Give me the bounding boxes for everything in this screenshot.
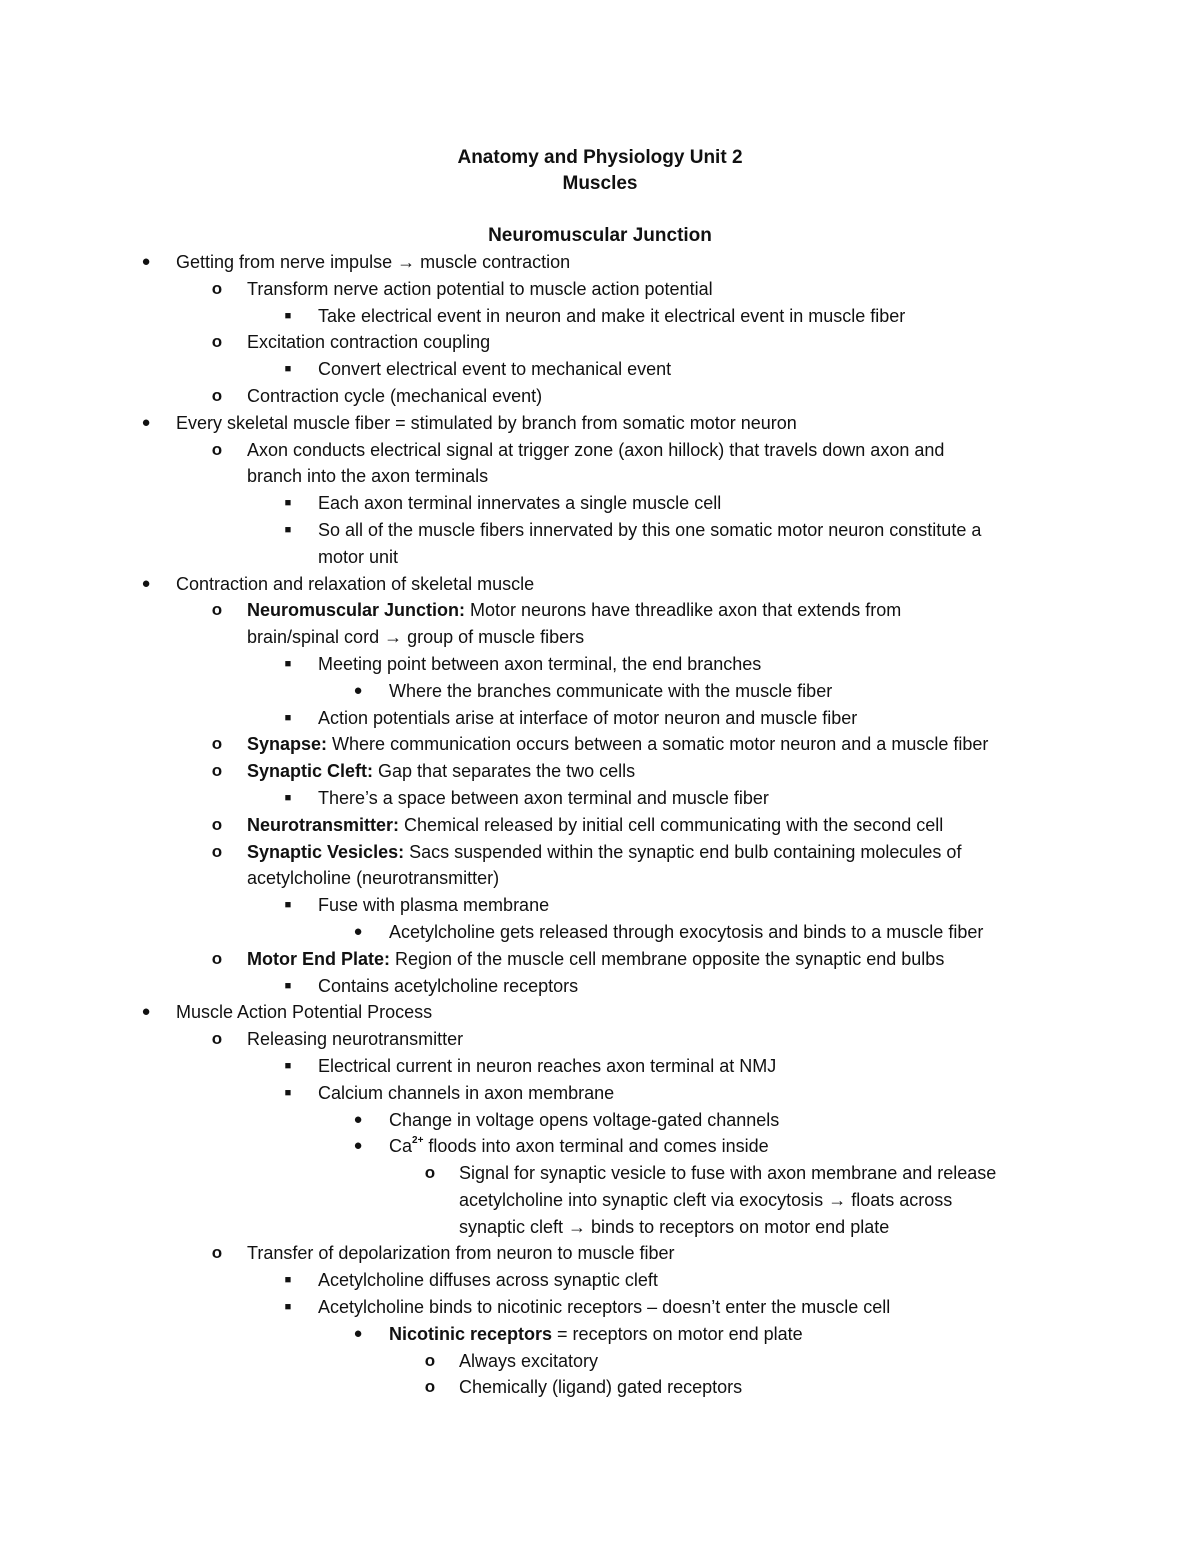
text-run: Where the branches communicate with the muscle fiber bbox=[389, 680, 833, 701]
outline-line bbox=[0, 276, 1200, 303]
outline-line bbox=[0, 624, 1200, 651]
outline-line bbox=[0, 785, 1200, 812]
outline-line bbox=[0, 356, 1200, 383]
outline-line bbox=[0, 812, 1200, 839]
arrow-icon: → bbox=[568, 1216, 587, 1237]
circle-marker-icon: o bbox=[211, 948, 223, 968]
text-run: Sacs suspended within the synaptic end bulb containing molecules of bbox=[404, 841, 962, 862]
text-run: Chemically (ligand) gated receptors bbox=[459, 1377, 743, 1398]
outline-line bbox=[0, 303, 1200, 330]
square-marker-icon: ■ bbox=[284, 1301, 292, 1314]
circle-marker-icon: o bbox=[211, 814, 223, 834]
outline-text bbox=[318, 490, 721, 517]
outline-line bbox=[0, 999, 1200, 1026]
circle-marker-icon: o bbox=[211, 600, 223, 620]
outline-line bbox=[0, 1160, 1200, 1187]
outline-text bbox=[247, 597, 901, 624]
outline-line bbox=[0, 1348, 1200, 1375]
square-marker-icon: ■ bbox=[284, 711, 292, 724]
outline-line bbox=[0, 1294, 1200, 1321]
text-run: acetylcholine (neurotransmitter) bbox=[247, 868, 500, 889]
text-run: Motor neurons have threadlike axon that extends from bbox=[465, 600, 902, 621]
outline-line bbox=[0, 973, 1200, 1000]
text-run: Getting from nerve impulse bbox=[176, 252, 398, 272]
text-run: = receptors on motor end plate bbox=[552, 1323, 803, 1344]
text-run: Region of the muscle cell membrane opposite the synaptic end bulbs bbox=[390, 948, 945, 969]
text-run: Every skeletal muscle fiber = stimulated by branch from somatic motor neuron bbox=[176, 412, 797, 433]
text-run: Always excitatory bbox=[459, 1350, 599, 1371]
circle-marker-icon: o bbox=[211, 385, 223, 405]
document-title: Anatomy and Physiology Unit 2 bbox=[457, 147, 743, 168]
outline-line bbox=[0, 1374, 1200, 1401]
outline-line bbox=[0, 839, 1200, 866]
outline-text bbox=[176, 571, 534, 598]
outline-text bbox=[247, 329, 490, 356]
outline-line bbox=[0, 463, 1200, 490]
outline-text bbox=[247, 624, 584, 651]
outline-line bbox=[0, 892, 1200, 919]
text-run: There’s a space between axon terminal and muscle fiber bbox=[318, 787, 769, 808]
outline-text bbox=[247, 1026, 463, 1053]
section-heading: Neuromuscular Junction bbox=[488, 225, 712, 246]
text-run: synaptic cleft bbox=[459, 1216, 569, 1237]
arrow-icon: → bbox=[397, 252, 416, 272]
outline-line bbox=[0, 329, 1200, 356]
text-run: Transform nerve action potential to muscle action potential bbox=[247, 278, 713, 299]
outline-text bbox=[247, 812, 943, 839]
bold-term: Nicotinic receptors bbox=[389, 1323, 553, 1344]
text-run: Contraction cycle (mechanical event) bbox=[247, 385, 543, 406]
text-run: muscle contraction bbox=[415, 252, 571, 272]
square-marker-icon: ■ bbox=[284, 1274, 292, 1287]
outline-line bbox=[0, 249, 1200, 276]
text-run: Acetylcholine binds to nicotinic receptors – doesn’t enter the muscle cell bbox=[318, 1297, 891, 1318]
text-run: Gap that separates the two cells bbox=[373, 761, 636, 782]
outline-text bbox=[247, 865, 499, 892]
outline-text bbox=[389, 1321, 803, 1348]
circle-marker-icon: o bbox=[424, 1350, 436, 1370]
outline-line bbox=[0, 517, 1200, 544]
text-run: Change in voltage opens voltage-gated channels bbox=[389, 1109, 780, 1130]
square-marker-icon: ■ bbox=[284, 309, 292, 322]
outline-text bbox=[389, 1107, 779, 1134]
outline-line bbox=[0, 651, 1200, 678]
outline-text bbox=[247, 276, 713, 303]
bullet-marker-icon: ● bbox=[353, 1137, 363, 1155]
text-run: Signal for synaptic vesicle to fuse with axon membrane and release bbox=[459, 1163, 997, 1184]
text-run: Transfer of depolarization from neuron to muscle fiber bbox=[247, 1243, 675, 1264]
text-run: Acetylcholine diffuses across synaptic cleft bbox=[318, 1270, 658, 1291]
outline-text bbox=[318, 517, 981, 544]
text-run: So all of the muscle fibers innervated by this one somatic motor neuron constitute a bbox=[318, 519, 982, 540]
outline-text bbox=[247, 839, 961, 866]
outline-text bbox=[247, 383, 542, 410]
outline-text bbox=[247, 1240, 675, 1267]
square-marker-icon: ■ bbox=[284, 363, 292, 376]
circle-marker-icon: o bbox=[211, 332, 223, 352]
outline-text bbox=[176, 999, 432, 1026]
outline-text bbox=[176, 249, 570, 276]
circle-marker-icon: o bbox=[211, 1029, 223, 1049]
text-run: Axon conducts electrical signal at trigger zone (axon hillock) that travels down axon and bbox=[247, 439, 945, 460]
text-run: Contraction and relaxation of skeletal muscle bbox=[176, 573, 535, 594]
text-run: Convert electrical event to mechanical event bbox=[318, 359, 672, 380]
outline-line bbox=[0, 731, 1200, 758]
outline-line bbox=[0, 544, 1200, 571]
outline-text bbox=[318, 1294, 890, 1321]
circle-marker-icon: o bbox=[424, 1163, 436, 1183]
outline-line bbox=[0, 678, 1200, 705]
text-run: branch into the axon terminals bbox=[247, 466, 489, 487]
bullet-marker-icon: ● bbox=[353, 922, 363, 940]
bullet-marker-icon: ● bbox=[353, 1110, 363, 1128]
text-run: 2+ bbox=[412, 1135, 424, 1147]
outline-text bbox=[318, 1053, 776, 1080]
outline-text bbox=[247, 463, 488, 490]
text-run: group of muscle fibers bbox=[402, 627, 585, 648]
square-marker-icon: ■ bbox=[284, 1059, 292, 1072]
square-marker-icon: ■ bbox=[284, 497, 292, 510]
outline-text bbox=[318, 1267, 658, 1294]
text-run: Take electrical event in neuron and make it electrical event in muscle fiber bbox=[318, 305, 906, 326]
bullet-marker-icon: ● bbox=[353, 681, 363, 699]
outline-line bbox=[0, 571, 1200, 598]
outline-text bbox=[318, 705, 857, 732]
text-run: Calcium channels in axon membrane bbox=[318, 1082, 615, 1103]
outline-line bbox=[0, 383, 1200, 410]
outline-text bbox=[318, 651, 761, 678]
text-run: Excitation contraction coupling bbox=[247, 332, 491, 353]
bullet-marker-icon: ● bbox=[141, 413, 151, 431]
outline-text bbox=[318, 1080, 614, 1107]
bold-term: Neurotransmitter: bbox=[247, 814, 400, 835]
outline-line bbox=[0, 1214, 1200, 1241]
outline-line bbox=[0, 1321, 1200, 1348]
square-marker-icon: ■ bbox=[284, 899, 292, 912]
outline-line bbox=[0, 758, 1200, 785]
bold-term: Motor End Plate: bbox=[247, 948, 390, 969]
square-marker-icon: ■ bbox=[284, 979, 292, 992]
circle-marker-icon: o bbox=[211, 841, 223, 861]
outline-text bbox=[459, 1374, 742, 1401]
text-run: Electrical current in neuron reaches axon terminal at NMJ bbox=[318, 1055, 777, 1076]
outline-text bbox=[389, 678, 832, 705]
text-run: floods into axon terminal and comes inside bbox=[423, 1136, 769, 1157]
text-run: brain/spinal cord bbox=[247, 627, 385, 648]
outline-text bbox=[318, 544, 398, 571]
bold-term: Neuromuscular Junction: bbox=[247, 600, 466, 621]
outline-text bbox=[318, 892, 549, 919]
document-subtitle: Muscles bbox=[562, 173, 638, 194]
outline-text bbox=[318, 973, 578, 1000]
outline-line bbox=[0, 490, 1200, 517]
outline-line bbox=[0, 1267, 1200, 1294]
outline-text bbox=[318, 303, 905, 330]
text-run: Contains acetylcholine receptors bbox=[318, 975, 579, 996]
outline-line bbox=[0, 410, 1200, 437]
circle-marker-icon: o bbox=[211, 761, 223, 781]
outline-text bbox=[247, 946, 944, 973]
text-run: Acetylcholine gets released through exocytosis and binds to a muscle fiber bbox=[389, 921, 984, 942]
text-run: binds to receptors on motor end plate bbox=[586, 1216, 890, 1237]
bullet-marker-icon: ● bbox=[353, 1324, 363, 1342]
outline-text bbox=[247, 437, 944, 464]
text-run: Muscle Action Potential Process bbox=[176, 1002, 433, 1023]
circle-marker-icon: o bbox=[211, 278, 223, 298]
outline-text bbox=[176, 410, 797, 437]
square-marker-icon: ■ bbox=[284, 657, 292, 670]
outline-text bbox=[459, 1187, 952, 1214]
outline-text bbox=[318, 356, 671, 383]
outline-text bbox=[459, 1160, 996, 1187]
outline-line bbox=[0, 1133, 1200, 1160]
text-run: floats across bbox=[846, 1189, 953, 1210]
arrow-icon: → bbox=[828, 1189, 847, 1210]
text-run: Meeting point between axon terminal, the end branches bbox=[318, 653, 762, 674]
text-run: Action potentials arise at interface of motor neuron and muscle fiber bbox=[318, 707, 858, 728]
outline-text bbox=[459, 1348, 598, 1375]
outline-text bbox=[247, 731, 988, 758]
text-run: Chemical released by initial cell communicating with the second cell bbox=[399, 814, 944, 835]
arrow-icon: → bbox=[384, 627, 403, 648]
circle-marker-icon: o bbox=[211, 1243, 223, 1263]
outline-list bbox=[0, 249, 1200, 1401]
outline-line bbox=[0, 1187, 1200, 1214]
text-run: Fuse with plasma membrane bbox=[318, 895, 550, 916]
circle-marker-icon: o bbox=[211, 734, 223, 754]
square-marker-icon: ■ bbox=[284, 523, 292, 536]
outline-text bbox=[389, 919, 983, 946]
bold-term: Synapse: bbox=[247, 734, 328, 755]
bold-term: Synaptic Cleft: bbox=[247, 761, 374, 782]
outline-line bbox=[0, 1053, 1200, 1080]
bullet-marker-icon: ● bbox=[141, 574, 151, 592]
outline-line bbox=[0, 1026, 1200, 1053]
square-marker-icon: ■ bbox=[284, 791, 292, 804]
outline-line bbox=[0, 705, 1200, 732]
outline-text bbox=[318, 785, 769, 812]
text-run: Each axon terminal innervates a single muscle cell bbox=[318, 493, 722, 514]
bullet-marker-icon: ● bbox=[141, 253, 151, 270]
outline-line bbox=[0, 1080, 1200, 1107]
outline-text bbox=[459, 1214, 889, 1241]
text-run: Releasing neurotransmitter bbox=[247, 1029, 464, 1050]
text-run: motor unit bbox=[318, 546, 399, 567]
outline-line bbox=[0, 865, 1200, 892]
square-marker-icon: ■ bbox=[284, 1086, 292, 1099]
outline-line bbox=[0, 919, 1200, 946]
text-run: Ca bbox=[389, 1136, 413, 1157]
bold-term: Synaptic Vesicles: bbox=[247, 841, 405, 862]
bullet-marker-icon: ● bbox=[141, 1003, 151, 1021]
circle-marker-icon: o bbox=[211, 439, 223, 459]
outline-line bbox=[0, 1240, 1200, 1267]
outline-line bbox=[0, 946, 1200, 973]
circle-marker-icon: o bbox=[424, 1377, 436, 1397]
outline-text bbox=[389, 1133, 769, 1160]
outline-line bbox=[0, 437, 1200, 464]
text-run: Where communication occurs between a somatic motor neuron and a muscle fiber bbox=[327, 734, 989, 755]
outline-line bbox=[0, 1107, 1200, 1134]
text-run: acetylcholine into synaptic cleft via exocytosis bbox=[459, 1189, 829, 1210]
outline-line bbox=[0, 597, 1200, 624]
outline-text bbox=[247, 758, 635, 785]
